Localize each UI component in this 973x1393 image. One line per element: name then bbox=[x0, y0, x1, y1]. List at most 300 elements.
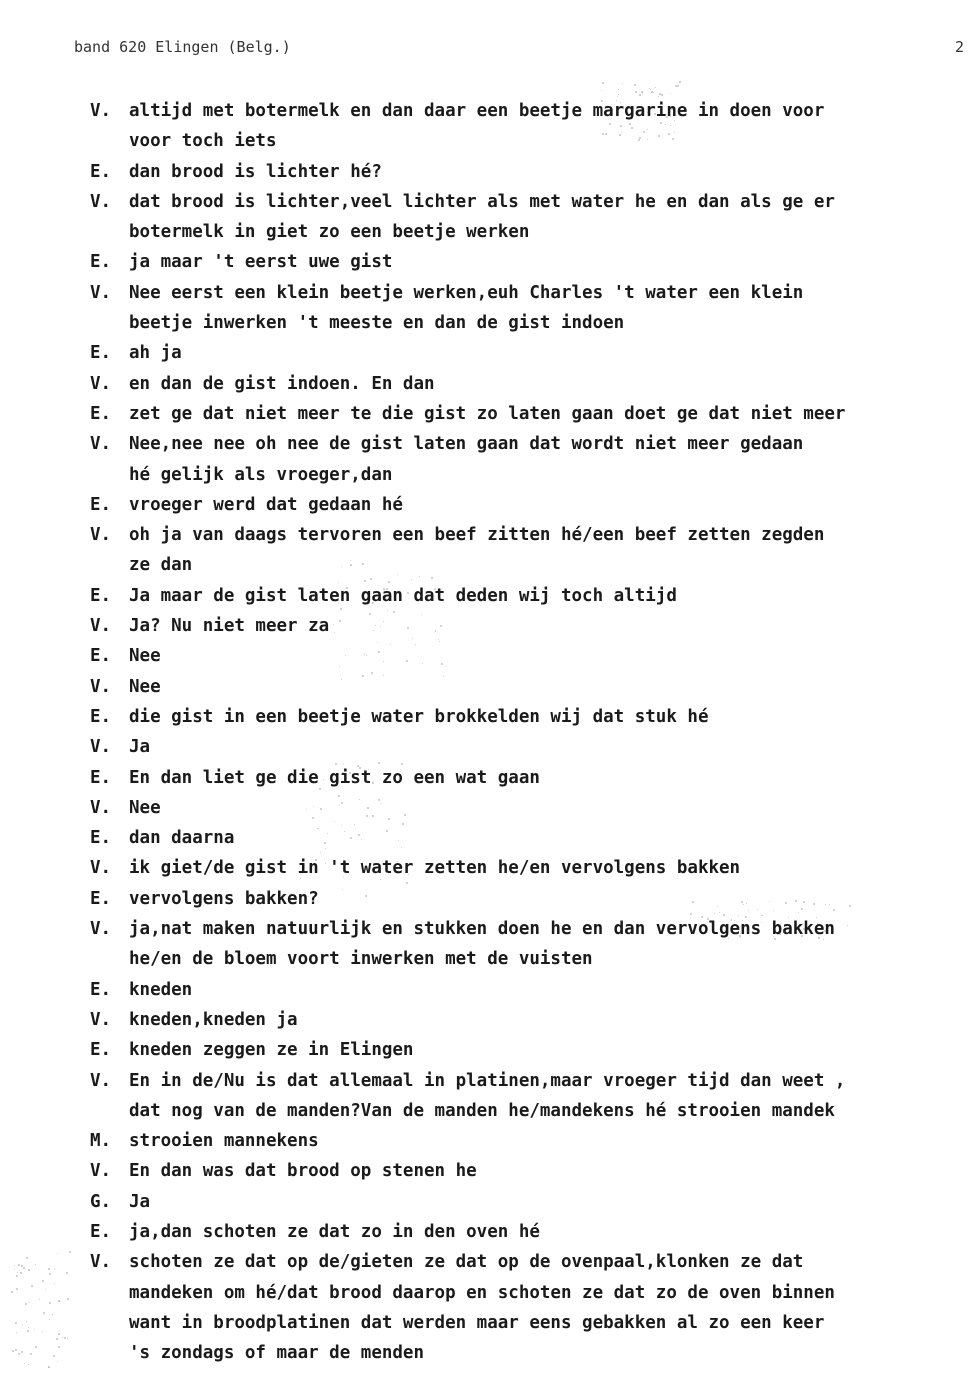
utterance bbox=[129, 641, 968, 671]
speaker-label: E. bbox=[90, 494, 112, 515]
noise-speck bbox=[62, 1337, 63, 1338]
noise-speck bbox=[323, 779, 324, 780]
speaker-label: V. bbox=[90, 616, 112, 637]
noise-speck bbox=[731, 920, 732, 921]
noise-speck bbox=[350, 560, 351, 561]
utterance-line: Nee,nee nee oh nee de gist laten gaan dat wordt niet meer gedaan bbox=[129, 434, 804, 455]
speaker-label: V. bbox=[90, 858, 112, 879]
speaker-label: V. bbox=[90, 1009, 112, 1030]
noise-speck bbox=[59, 1330, 60, 1331]
noise-speck bbox=[319, 788, 321, 790]
noise-speck bbox=[773, 936, 774, 937]
noise-speck bbox=[24, 1363, 25, 1364]
noise-speck bbox=[318, 828, 319, 829]
noise-speck bbox=[642, 93, 643, 94]
utterance bbox=[129, 278, 968, 339]
utterance bbox=[129, 702, 968, 732]
noise-speck bbox=[415, 644, 416, 645]
utterance-line: Nee bbox=[129, 646, 161, 667]
noise-speck bbox=[58, 1346, 60, 1348]
utterance-line: strooien mannekens bbox=[129, 1131, 319, 1152]
speaker-label: V. bbox=[90, 373, 112, 394]
noise-speck bbox=[335, 763, 337, 765]
noise-speck bbox=[366, 780, 368, 782]
noise-speck bbox=[15, 1349, 17, 1351]
transcript-turn bbox=[90, 1156, 968, 1186]
transcript bbox=[90, 96, 968, 1376]
utterance-line: ja,dan schoten ze dat zo in den oven hé bbox=[129, 1221, 540, 1242]
noise-speck bbox=[647, 129, 648, 130]
noise-speck bbox=[412, 638, 413, 639]
noise-speck bbox=[411, 579, 412, 580]
utterance-line: En dan liet ge die gist zo een wat gaan bbox=[129, 767, 540, 788]
transcript-turn bbox=[90, 672, 968, 702]
noise-speck bbox=[39, 1299, 40, 1300]
utterance bbox=[129, 672, 968, 702]
noise-speck bbox=[401, 763, 403, 765]
transcript-turn bbox=[90, 157, 968, 187]
noise-speck bbox=[16, 1288, 18, 1290]
noise-speck bbox=[342, 889, 343, 890]
noise-speck bbox=[69, 1251, 71, 1253]
noise-speck bbox=[34, 1329, 35, 1330]
utterance-line: schoten ze dat op de/gieten ze dat op de ovenpaal,klonken ze dat bbox=[129, 1252, 804, 1273]
transcript-turn bbox=[90, 490, 968, 520]
noise-speck bbox=[847, 925, 848, 926]
utterance bbox=[129, 157, 968, 187]
noise-speck bbox=[35, 1346, 37, 1348]
transcript-turn bbox=[90, 1035, 968, 1065]
noise-speck bbox=[25, 1303, 27, 1305]
utterance-line: voor toch iets bbox=[129, 131, 277, 152]
noise-speck bbox=[714, 913, 715, 914]
utterance bbox=[129, 247, 968, 277]
noise-speck bbox=[441, 589, 442, 590]
noise-speck bbox=[731, 919, 732, 920]
speaker-label: E. bbox=[90, 767, 112, 788]
noise-speck bbox=[27, 1330, 29, 1332]
transcript-turn bbox=[90, 1187, 968, 1217]
noise-speck bbox=[364, 654, 365, 655]
noise-speck bbox=[740, 933, 741, 934]
transcript-turn bbox=[90, 1247, 968, 1368]
speaker-label: E. bbox=[90, 252, 112, 273]
utterance-line: vroeger werd dat gedaan hé bbox=[129, 494, 403, 515]
noise-speck bbox=[11, 1291, 13, 1293]
noise-speck bbox=[12, 1350, 14, 1352]
noise-speck bbox=[601, 90, 602, 91]
noise-speck bbox=[14, 1269, 15, 1270]
speaker-label: E. bbox=[90, 646, 112, 667]
noise-speck bbox=[57, 1361, 58, 1362]
utterance bbox=[129, 1156, 968, 1186]
speaker-label: E. bbox=[90, 888, 112, 909]
utterance-line: beetje inwerken 't meeste en dan de gist indoen bbox=[129, 313, 625, 334]
speaker-label: E. bbox=[90, 1040, 112, 1061]
noise-speck bbox=[607, 105, 608, 106]
speaker-label: V. bbox=[90, 676, 112, 697]
transcript-turn bbox=[90, 641, 968, 671]
utterance bbox=[129, 187, 968, 248]
noise-speck bbox=[655, 87, 656, 88]
noise-speck bbox=[16, 1332, 17, 1333]
speaker-label: V. bbox=[90, 737, 112, 758]
noise-speck bbox=[605, 133, 607, 135]
utterance-line: oh ja van daags tervoren een beef zitten hé/een beef zetten zegden bbox=[129, 525, 825, 546]
noise-speck bbox=[349, 772, 351, 774]
header-title: band 620 Elingen (Belg.) bbox=[74, 38, 291, 56]
speaker-label: E. bbox=[90, 979, 112, 1000]
noise-speck bbox=[341, 679, 342, 680]
noise-speck bbox=[52, 1314, 53, 1315]
utterance bbox=[129, 1217, 968, 1247]
noise-speck bbox=[362, 675, 364, 677]
noise-speck bbox=[690, 918, 691, 919]
noise-speck bbox=[404, 814, 406, 816]
utterance bbox=[129, 884, 968, 914]
noise-speck bbox=[402, 823, 404, 825]
utterance bbox=[129, 1035, 968, 1065]
utterance-line: botermelk in giet zo een beetje werken bbox=[129, 222, 530, 243]
noise-speck bbox=[343, 876, 344, 877]
utterance bbox=[129, 1005, 968, 1035]
utterance-line: Ja maar de gist laten gaan dat deden wij toch altijd bbox=[129, 585, 677, 606]
noise-speck bbox=[743, 904, 744, 905]
utterance bbox=[129, 369, 968, 399]
utterance-line: dan brood is lichter hé? bbox=[129, 161, 382, 182]
transcript-turn bbox=[90, 1126, 968, 1156]
noise-speck bbox=[602, 133, 604, 135]
utterance-line: dan daarna bbox=[129, 828, 235, 849]
noise-speck bbox=[658, 135, 660, 137]
utterance-line: dat nog van de manden?Van de manden he/mandekens hé strooien mandek bbox=[129, 1100, 835, 1121]
noise-speck bbox=[357, 765, 359, 767]
noise-speck bbox=[362, 563, 364, 565]
noise-speck bbox=[54, 1283, 55, 1284]
utterance-line: kneden,kneden ja bbox=[129, 1009, 298, 1030]
transcript-turn bbox=[90, 278, 968, 339]
utterance-line: kneden zeggen ze in Elingen bbox=[129, 1040, 414, 1061]
noise-speck bbox=[734, 920, 735, 921]
noise-speck bbox=[315, 859, 317, 861]
transcript-turn bbox=[90, 96, 968, 157]
noise-speck bbox=[20, 1272, 22, 1274]
noise-speck bbox=[803, 901, 805, 903]
noise-speck bbox=[56, 1338, 58, 1340]
noise-speck bbox=[28, 1269, 30, 1271]
utterance-line: Ja bbox=[129, 1191, 151, 1212]
noise-speck bbox=[338, 603, 339, 604]
noise-speck bbox=[408, 874, 409, 875]
noise-speck bbox=[21, 1265, 23, 1267]
noise-speck bbox=[369, 613, 371, 615]
utterance bbox=[129, 823, 968, 853]
noise-speck bbox=[26, 1257, 28, 1259]
noise-speck bbox=[803, 928, 805, 930]
noise-speck bbox=[45, 1289, 46, 1290]
noise-speck bbox=[15, 1322, 17, 1324]
noise-speck bbox=[320, 808, 322, 810]
noise-speck bbox=[49, 1302, 51, 1304]
utterance bbox=[129, 338, 968, 368]
noise-speck bbox=[650, 113, 651, 114]
speaker-label: E. bbox=[90, 343, 112, 364]
utterance-line: ja maar 't eerst uwe gist bbox=[129, 252, 393, 273]
transcript-turn bbox=[90, 975, 968, 1005]
noise-speck bbox=[341, 802, 343, 804]
noise-speck bbox=[679, 81, 681, 83]
noise-speck bbox=[42, 1331, 43, 1332]
utterance-line: ah ja bbox=[129, 343, 182, 364]
utterance-line: kneden bbox=[129, 979, 193, 1000]
utterance bbox=[129, 853, 968, 883]
noise-speck bbox=[372, 815, 374, 817]
speaker-label: E. bbox=[90, 585, 112, 606]
speaker-label: M. bbox=[90, 1131, 112, 1152]
noise-speck bbox=[43, 1312, 45, 1314]
noise-speck bbox=[28, 1364, 29, 1365]
speaker-label: V. bbox=[90, 525, 112, 546]
noise-speck bbox=[798, 912, 799, 913]
transcript-turn bbox=[90, 732, 968, 762]
noise-speck bbox=[14, 1265, 15, 1266]
noise-speck bbox=[717, 906, 718, 907]
utterance-line: ja,nat maken natuurlijk en stukken doen he en dan vervolgens bakken bbox=[129, 919, 835, 940]
transcript-turn bbox=[90, 793, 968, 823]
noise-speck bbox=[622, 83, 623, 84]
utterance-line: want in broodplatinen dat werden maar eens gebakken al zo een keer bbox=[129, 1312, 825, 1333]
noise-speck bbox=[616, 100, 617, 101]
noise-speck bbox=[849, 905, 851, 907]
noise-speck bbox=[618, 89, 619, 90]
utterance-line: ze dan bbox=[129, 555, 193, 576]
noise-speck bbox=[49, 1273, 51, 1275]
utterance bbox=[129, 914, 968, 975]
noise-speck bbox=[761, 915, 762, 916]
noise-speck bbox=[641, 91, 643, 93]
utterance bbox=[129, 581, 968, 611]
utterance-line: vervolgens bakken? bbox=[129, 888, 319, 909]
noise-speck bbox=[16, 1275, 18, 1277]
speaker-label: E. bbox=[90, 1221, 112, 1242]
noise-speck bbox=[761, 922, 762, 923]
noise-speck bbox=[66, 1272, 68, 1274]
utterance-line: altijd met botermelk en dan daar een beetje margarine in doen voor bbox=[129, 101, 825, 121]
noise-speck bbox=[621, 132, 622, 133]
noise-speck bbox=[369, 603, 370, 604]
noise-speck bbox=[23, 1267, 25, 1269]
noise-speck bbox=[42, 1280, 44, 1282]
noise-speck bbox=[631, 127, 633, 129]
noise-speck bbox=[53, 1355, 55, 1357]
transcript-turn bbox=[90, 247, 968, 277]
noise-speck bbox=[406, 660, 408, 662]
noise-speck bbox=[29, 1302, 30, 1303]
utterance bbox=[129, 732, 968, 762]
noise-speck bbox=[31, 1285, 33, 1287]
noise-speck bbox=[358, 834, 360, 836]
noise-speck bbox=[338, 795, 340, 797]
speaker-label: V. bbox=[90, 101, 112, 121]
utterance bbox=[129, 1126, 968, 1156]
transcript-turn bbox=[90, 369, 968, 399]
transcript-turn bbox=[90, 611, 968, 641]
utterance-line: Nee bbox=[129, 676, 161, 697]
utterance bbox=[129, 793, 968, 823]
utterance-line: hé gelijk als vroeger,dan bbox=[129, 464, 393, 485]
speaker-label: V. bbox=[90, 282, 112, 303]
noise-speck bbox=[378, 762, 380, 764]
noise-speck bbox=[341, 566, 342, 567]
utterance bbox=[129, 763, 968, 793]
speaker-label: V. bbox=[90, 919, 112, 940]
utterance bbox=[129, 975, 968, 1005]
noise-speck bbox=[54, 1269, 55, 1270]
noise-speck bbox=[707, 918, 709, 920]
utterance bbox=[129, 490, 968, 520]
utterance-line: En dan was dat brood op stenen he bbox=[129, 1161, 477, 1182]
noise-speck bbox=[383, 661, 384, 662]
utterance-line: he/en de bloem voort inwerken met de vuisten bbox=[129, 949, 593, 970]
noise-speck bbox=[801, 908, 803, 910]
noise-speck bbox=[18, 1353, 20, 1355]
noise-speck bbox=[612, 109, 613, 110]
utterance-line: Nee bbox=[129, 797, 161, 818]
noise-speck bbox=[67, 1298, 69, 1300]
noise-speck bbox=[654, 113, 656, 115]
noise-speck bbox=[785, 902, 787, 904]
speaker-label: E. bbox=[90, 161, 112, 182]
noise-speck bbox=[334, 632, 335, 633]
utterance bbox=[129, 1247, 968, 1368]
speaker-label: V. bbox=[90, 1161, 112, 1182]
noise-speck bbox=[365, 895, 367, 897]
noise-speck bbox=[368, 769, 369, 770]
noise-speck bbox=[824, 930, 826, 932]
transcript-turn bbox=[90, 187, 968, 248]
noise-speck bbox=[339, 805, 340, 806]
speaker-label: V. bbox=[90, 191, 112, 212]
noise-speck bbox=[334, 821, 335, 822]
utterance-line: en dan de gist indoen. En dan bbox=[129, 373, 435, 394]
transcript-turn bbox=[90, 338, 968, 368]
transcript-turn bbox=[90, 520, 968, 581]
noise-speck bbox=[747, 930, 749, 932]
utterance-line: Nee eerst een klein beetje werken,euh Charles 't water een klein bbox=[129, 282, 804, 303]
noise-speck bbox=[634, 84, 636, 86]
speaker-label: E. bbox=[90, 706, 112, 727]
utterance bbox=[129, 429, 968, 490]
noise-speck bbox=[670, 93, 671, 94]
noise-speck bbox=[653, 92, 654, 93]
utterance bbox=[129, 96, 968, 157]
noise-speck bbox=[618, 94, 619, 95]
utterance-line: ik giet/de gist in 't water zetten he/en vervolgens bakken bbox=[129, 858, 741, 879]
transcript-turn bbox=[90, 429, 968, 490]
transcript-turn bbox=[90, 823, 968, 853]
noise-speck bbox=[383, 592, 384, 593]
transcript-turn bbox=[90, 1005, 968, 1035]
noise-speck bbox=[26, 1321, 27, 1322]
noise-speck bbox=[17, 1272, 18, 1273]
utterance-line: dat brood is lichter,veel lichter als met water he en dan als ge er bbox=[129, 191, 835, 212]
page-header bbox=[74, 38, 964, 62]
noise-speck bbox=[21, 1351, 23, 1353]
noise-speck bbox=[49, 1319, 50, 1320]
noise-speck bbox=[57, 1253, 58, 1254]
transcript-turn bbox=[90, 399, 968, 429]
noise-speck bbox=[801, 935, 803, 937]
speaker-label: V. bbox=[90, 1252, 112, 1273]
noise-speck bbox=[312, 817, 314, 819]
speaker-label: G. bbox=[90, 1191, 112, 1212]
noise-speck bbox=[422, 663, 423, 664]
noise-speck bbox=[58, 1333, 60, 1335]
noise-speck bbox=[327, 833, 328, 834]
utterance bbox=[129, 611, 968, 641]
speaker-label: V. bbox=[90, 797, 112, 818]
noise-speck bbox=[677, 85, 679, 87]
noise-speck bbox=[324, 842, 326, 844]
noise-speck bbox=[407, 627, 409, 629]
utterance-line: Ja? Nu niet meer za bbox=[129, 616, 330, 637]
transcript-turn bbox=[90, 884, 968, 914]
utterance-line: die gist in een beetje water brokkelden wij dat stuk hé bbox=[129, 706, 709, 727]
noise-speck bbox=[48, 1366, 50, 1368]
noise-speck bbox=[643, 131, 645, 133]
utterance-line: zet ge dat niet meer te die gist zo laten gaan doet ge dat niet meer bbox=[129, 403, 846, 424]
utterance-line: Ja bbox=[129, 737, 151, 758]
noise-speck bbox=[18, 1264, 20, 1266]
transcript-turn bbox=[90, 763, 968, 793]
transcript-turn bbox=[90, 581, 968, 611]
utterance-line: 's zondags of maar de menden bbox=[129, 1343, 425, 1364]
page-number: 2 bbox=[954, 38, 964, 56]
noise-speck bbox=[701, 916, 703, 918]
utterance bbox=[129, 520, 968, 581]
noise-speck bbox=[602, 82, 604, 84]
noise-speck bbox=[48, 1268, 50, 1270]
noise-speck bbox=[745, 916, 747, 918]
noise-speck bbox=[748, 910, 749, 911]
transcript-turn bbox=[90, 1066, 968, 1127]
noise-speck bbox=[407, 592, 409, 594]
speaker-label: E. bbox=[90, 403, 112, 424]
transcript-turn bbox=[90, 702, 968, 732]
noise-speck bbox=[30, 1353, 32, 1355]
noise-speck bbox=[692, 930, 693, 931]
speaker-label: V. bbox=[90, 1070, 112, 1091]
noise-speck bbox=[740, 937, 741, 938]
noise-speck bbox=[35, 1264, 36, 1265]
noise-speck bbox=[22, 1324, 23, 1325]
utterance bbox=[129, 1187, 968, 1217]
speaker-label: E. bbox=[90, 828, 112, 849]
transcript-turn bbox=[90, 853, 968, 883]
speaker-label: V. bbox=[90, 434, 112, 455]
noise-speck bbox=[59, 1301, 60, 1302]
noise-speck bbox=[371, 672, 373, 674]
noise-speck bbox=[825, 904, 826, 905]
utterance-line: mandeken om hé/dat brood daarop en schoten ze dat zo de oven binnen bbox=[129, 1282, 835, 1303]
noise-speck bbox=[378, 799, 380, 801]
utterance bbox=[129, 399, 968, 429]
noise-speck bbox=[367, 807, 369, 809]
transcript-turn bbox=[90, 1217, 968, 1247]
noise-speck bbox=[28, 1327, 29, 1328]
noise-speck bbox=[635, 91, 637, 93]
noise-speck bbox=[67, 1338, 68, 1339]
